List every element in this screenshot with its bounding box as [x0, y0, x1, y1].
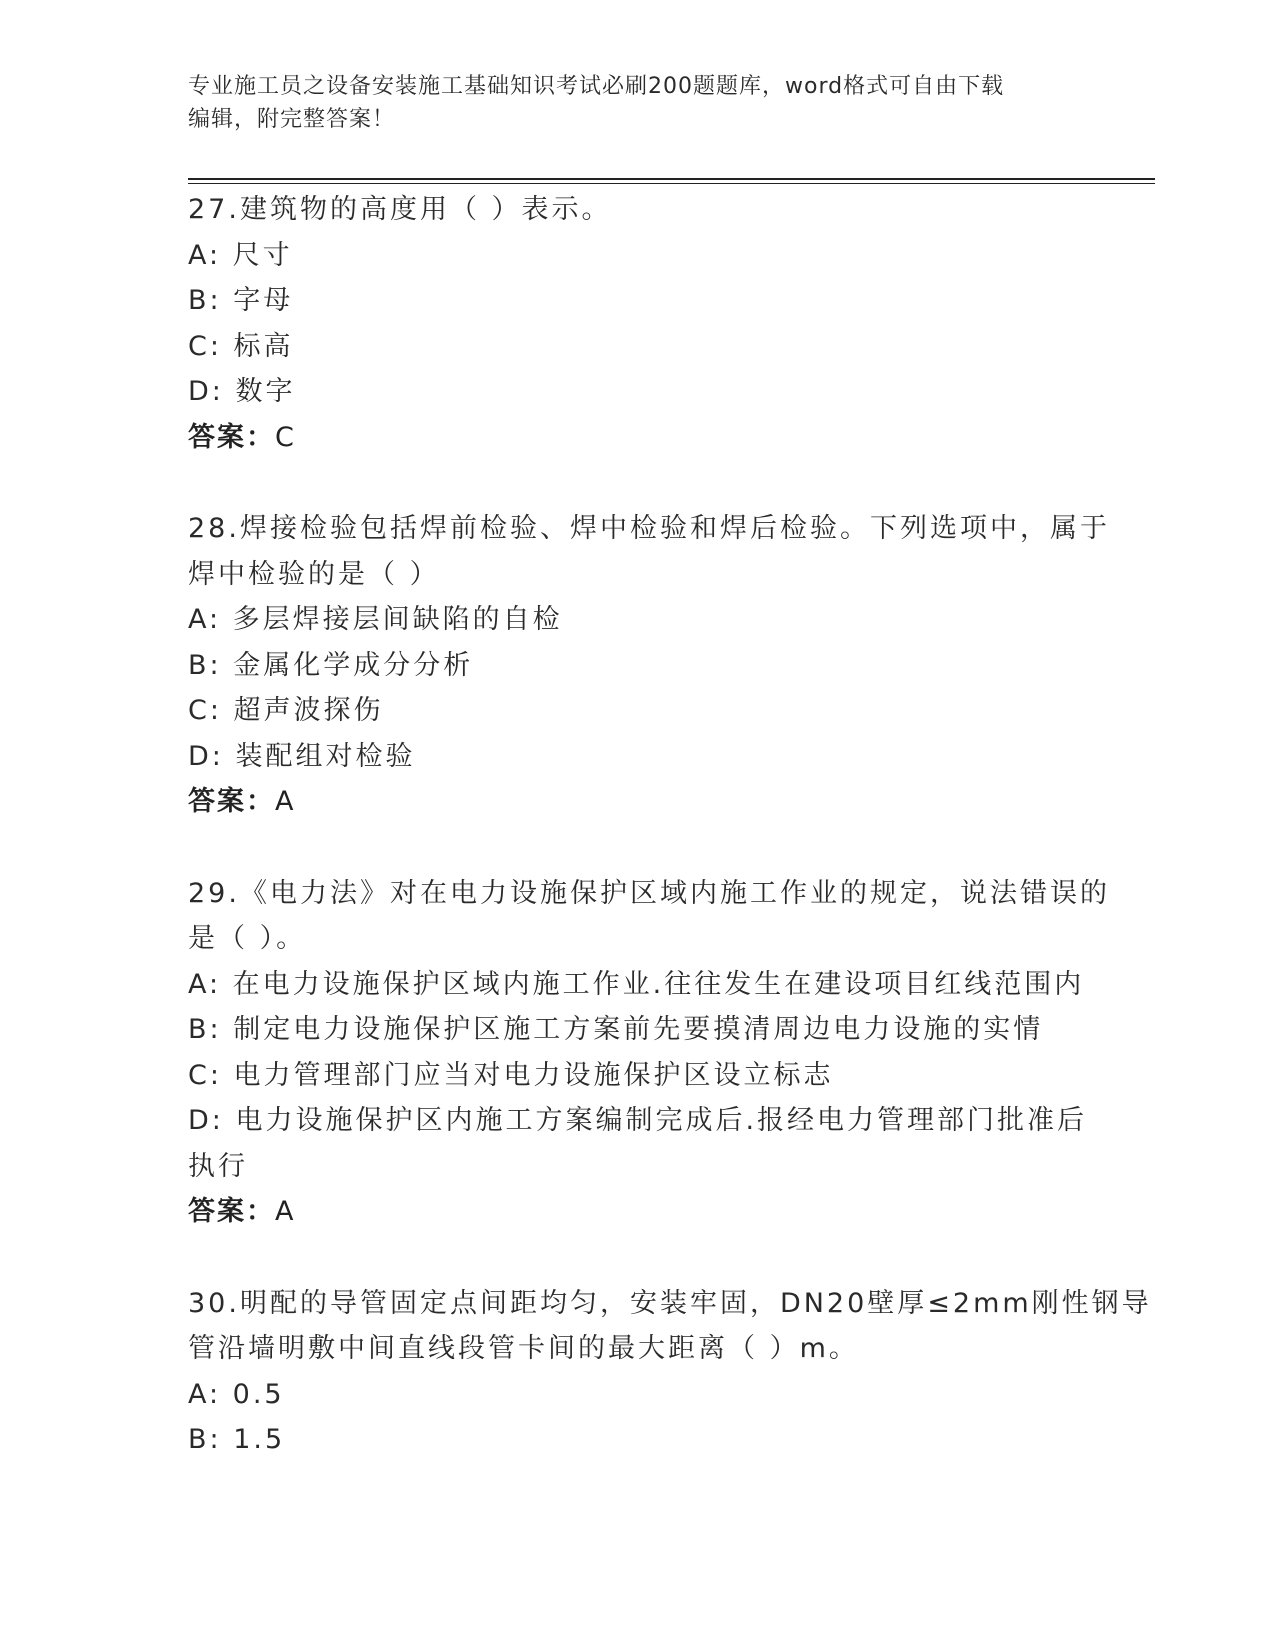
option-a: A: 多层焊接层间缺陷的自检 — [188, 604, 563, 635]
question-stem-line: 29.《电力法》对在电力设施保护区域内施工作业的规定，说法错误的 — [188, 877, 1110, 909]
question-28 — [188, 506, 1110, 825]
document-header — [188, 70, 1088, 136]
answer-line — [188, 1189, 1088, 1235]
option-b: B: 字母 — [188, 285, 294, 316]
option-b: B: 制定电力设施保护区施工方案前先要摸清周边电力设施的实情 — [188, 1014, 1044, 1045]
question-stem — [188, 187, 1088, 233]
question-stem — [188, 506, 1110, 597]
question-stem-line: 是（ ）。 — [188, 923, 307, 954]
option-b: B: 1.5 — [188, 1424, 286, 1455]
answer-value: A — [275, 1196, 296, 1227]
answer-value: A — [275, 786, 296, 817]
header-line-1: 专业施工员之设备安装施工基础知识考试必刷200题题库，word格式可自由下载 — [188, 74, 1005, 99]
header-divider-thin — [188, 183, 1155, 184]
answer-value: C — [275, 421, 296, 453]
option-d: D: 装配组对检验 — [188, 740, 416, 772]
option-d: D: 电力设施保护区内施工方案编制完成后.报经电力管理部门批准后 — [188, 1105, 1088, 1136]
header-divider-thick — [188, 178, 1155, 180]
header-line-2: 编辑，附完整答案！ — [188, 107, 396, 132]
question-stem — [188, 871, 1110, 962]
question-stem-line: 30.明配的导管固定点间距均匀，安装牢固，DN20壁厚≤2mm刚性钢导 — [188, 1287, 1152, 1319]
option-b: B: 金属化学成分分析 — [188, 649, 474, 681]
option-d-continued: 执行 — [188, 1150, 248, 1182]
question-stem-line: 管沿墙明敷中间直线段管卡间的最大距离（ ）m。 — [188, 1333, 859, 1364]
answer-line — [188, 415, 1088, 461]
option-c: C: 标高 — [188, 330, 294, 362]
answer-label: 答案： — [188, 421, 275, 453]
option-a: A: 尺寸 — [188, 239, 293, 271]
question-stem-line: 27.建筑物的高度用（ ）表示。 — [188, 194, 612, 225]
answer-label: 答案： — [188, 786, 275, 817]
option-a: A: 0.5 — [188, 1378, 285, 1410]
option-c: C: 电力管理部门应当对电力设施保护区设立标志 — [188, 1059, 834, 1091]
question-stem-line: 焊中检验的是（ ） — [188, 558, 440, 590]
option-c: C: 超声波探伤 — [188, 695, 384, 726]
answer-line — [188, 779, 1088, 825]
question-stem — [188, 1281, 1152, 1372]
question-stem-line: 28.焊接检验包括焊前检验、焊中检验和焊后检验。下列选项中，属于 — [188, 513, 1110, 544]
question-30 — [188, 1281, 1152, 1463]
question-list — [188, 187, 1152, 1463]
question-27 — [188, 187, 1088, 460]
option-a: A: 在电力设施保护区域内施工作业.往往发生在建设项目红线范围内 — [188, 968, 1085, 1000]
answer-label: 答案： — [188, 1196, 275, 1227]
option-d: D: 数字 — [188, 376, 296, 407]
question-29 — [188, 871, 1110, 1235]
